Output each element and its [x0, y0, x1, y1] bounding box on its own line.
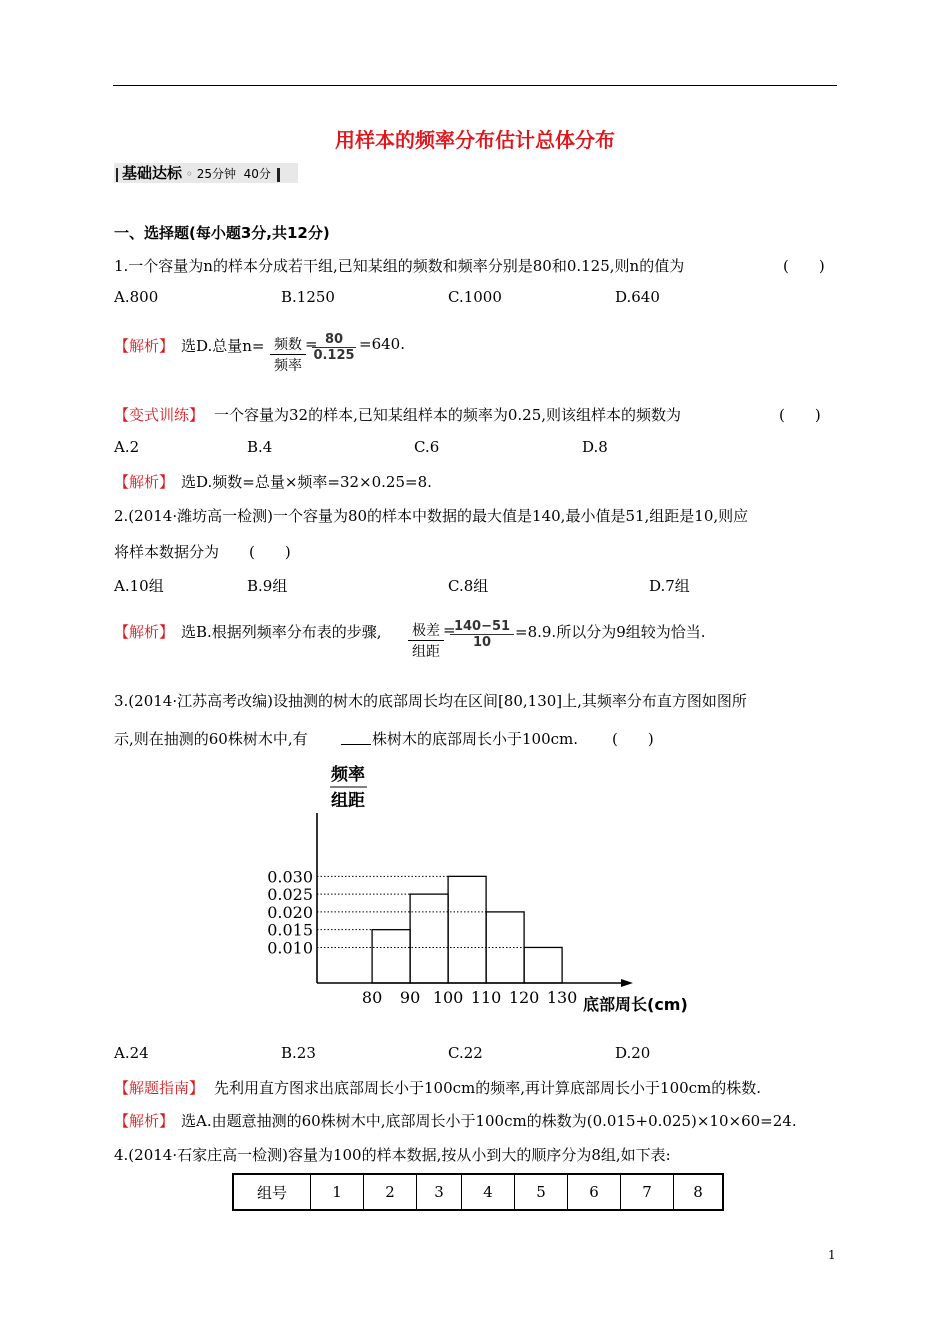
q3-paren: ( ) [612, 730, 654, 748]
table-cell: 4 [462, 1174, 515, 1210]
x-tick-label: 120 [508, 988, 540, 1007]
histogram-bar [524, 947, 562, 983]
y-tick-label: 0.030 [267, 867, 313, 887]
y-axis-label-num: 频率 [331, 765, 365, 785]
badge-score: 40分 [243, 167, 271, 181]
q2-option-a: A.10组 [114, 577, 164, 595]
q3-stem-line2a: 示,则在抽测的60株树木中,有 [114, 730, 308, 748]
q4-stem: 4.(2014·石家庄高一检测)容量为100的样本数据,按从小到大的顺序分为8组,如下表: [114, 1146, 671, 1164]
q2-analysis-post: =8.9.所以分为9组较为恰当. [515, 623, 706, 641]
q2-fraction-1 [408, 620, 444, 661]
badge-time: 25分钟 [196, 167, 237, 181]
table-cell: 1 [311, 1174, 364, 1210]
q2-analysis-tag: 【解析】 [114, 623, 175, 641]
x-tick-label: 80 [361, 988, 383, 1007]
table-header-cell: 组号 [233, 1174, 311, 1210]
q1-option-c: C.1000 [448, 288, 502, 306]
x-tick-label: 90 [399, 988, 421, 1007]
histogram-chart [250, 755, 710, 1025]
variant-paren: ( ) [779, 406, 821, 424]
q2-eq: = [443, 621, 456, 639]
variant-option-b: B.4 [247, 438, 273, 456]
variant-tag: 【变式训练】 [114, 406, 205, 424]
table-cell: 5 [515, 1174, 568, 1210]
q1-eq: = [305, 335, 318, 353]
q1-analysis-post: =640. [359, 335, 405, 353]
q2-option-c: C.8组 [448, 577, 489, 595]
q4-table [232, 1173, 724, 1211]
q2-option-b: B.9组 [247, 577, 288, 595]
variant-option-c: C.6 [414, 438, 440, 456]
q2-frac1-num: 极差 [412, 623, 440, 639]
q3-stem-line1: 3.(2014·江苏高考改编)设抽测的树木的底部周长均在区间[80,130]上,其频率分布直方图如图所 [114, 692, 747, 710]
table-cell: 7 [621, 1174, 674, 1210]
variant-stem: 一个容量为32的样本,已知某组样本的频率为0.25,则该组样本的频数为 [214, 406, 682, 424]
q1-stem: 1.一个容量为n的样本分成若干组,已知某组的频数和频率分别是80和0.125,则n的值为 [114, 257, 685, 275]
table-cell: 6 [568, 1174, 621, 1210]
q3-option-c: C.22 [448, 1044, 483, 1062]
y-tick-label: 0.020 [267, 902, 313, 922]
q1-option-d: D.640 [615, 288, 660, 306]
histogram-bar [486, 912, 524, 983]
table-cell: 8 [674, 1174, 724, 1210]
q2-stem-line2: 将样本数据分为 [114, 543, 220, 561]
q3-analysis: 选A.由题意抽测的60株树木中,底部周长小于100cm的株数为(0.015+0.025)×10×60=24. [181, 1112, 797, 1130]
y-tick-label: 0.025 [267, 885, 313, 905]
q2-stem-line1: 2.(2014·潍坊高一检测)一个容量为80的样本中数据的最大值是140,最小值是51,组距是10,则应 [114, 507, 749, 525]
q1-paren: ( ) [783, 257, 825, 275]
q1-fraction-1 [270, 334, 306, 375]
q3-option-b: B.23 [281, 1044, 316, 1062]
y-tick-label: 0.015 [267, 920, 313, 940]
q2-analysis-pre: 选B.根据列频率分布表的步骤, [181, 623, 382, 641]
variant-option-d: D.8 [582, 438, 608, 456]
table-row [233, 1174, 723, 1210]
q2-fraction-2 [450, 619, 514, 650]
q3-guide-tag: 【解题指南】 [114, 1079, 205, 1097]
histogram-bar [372, 930, 410, 983]
q2-paren: ( ) [249, 543, 291, 561]
q2-frac2-num: 140−51 [453, 619, 511, 634]
x-tick-label: 100 [432, 988, 464, 1007]
section-heading: 一、选择题(每小题3分,共12分) [114, 224, 330, 242]
q2-frac1-den: 组距 [412, 644, 440, 660]
badge-label: 基础达标 [122, 164, 183, 182]
q3-option-a: A.24 [114, 1044, 149, 1062]
q3-stem-line2b: 株树木的底部周长小于100cm. [372, 730, 579, 748]
variant-analysis-tag: 【解析】 [114, 473, 175, 491]
histogram-bar [448, 876, 486, 983]
q1-option-b: B.1250 [281, 288, 335, 306]
x-axis-arrow [621, 979, 633, 987]
q3-guide: 先利用直方图求出底部周长小于100cm的频率,再计算底部周长小于100cm的株数. [214, 1079, 762, 1097]
q1-analysis-tag: 【解析】 [114, 337, 175, 355]
variant-analysis: 选D.频数=总量×频率=32×0.25=8. [181, 473, 432, 491]
q2-frac2-den: 10 [472, 635, 492, 650]
q1-fraction-2 [312, 332, 356, 363]
variant-option-a: A.2 [114, 438, 140, 456]
x-axis-label: 底部周长(cm) [583, 995, 688, 1014]
table-cell: 2 [364, 1174, 417, 1210]
histogram-bar [410, 894, 448, 983]
q1-frac1-num: 频数 [274, 337, 302, 353]
x-tick-label: 110 [470, 988, 502, 1007]
q3-analysis-tag: 【解析】 [114, 1112, 175, 1130]
x-tick-label: 130 [546, 988, 578, 1007]
page-title: 用样本的频率分布估计总体分布 [335, 128, 615, 152]
q1-analysis-pre: 选D.总量n= [181, 337, 265, 355]
table-cell: 3 [417, 1174, 462, 1210]
q3-option-d: D.20 [615, 1044, 651, 1062]
y-tick-label: 0.010 [267, 938, 313, 958]
q1-frac2-num: 80 [324, 332, 344, 347]
q1-frac1-den: 频率 [274, 358, 302, 374]
y-axis-label-den: 组距 [331, 791, 365, 811]
page-number: 1 [828, 1248, 836, 1262]
header-rule [113, 85, 837, 86]
q3-blank [341, 744, 371, 745]
q1-frac2-den: 0.125 [313, 348, 355, 363]
q1-option-a: A.800 [114, 288, 159, 306]
q2-option-d: D.7组 [649, 577, 690, 595]
section-badge: 基础达标 ◦ 25分钟 40分 [114, 163, 298, 183]
